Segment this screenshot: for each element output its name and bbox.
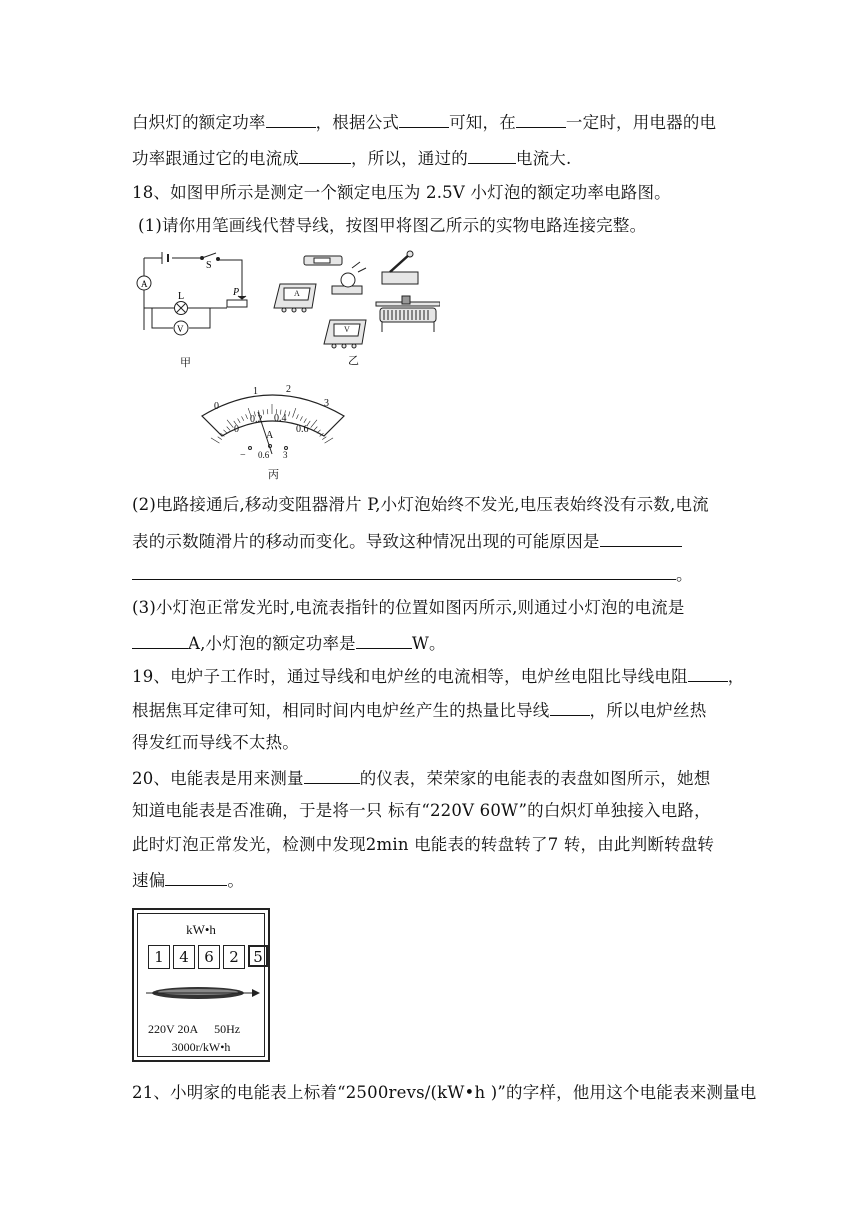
dial-tick [300, 416, 302, 420]
scale-bottom-2: 0.4 [274, 413, 287, 424]
meter-spec: 220V 20A 50Hz [148, 1022, 241, 1036]
fig-label-bing: 丙 [268, 468, 279, 481]
dial-tick [227, 427, 230, 431]
dial-tick [325, 438, 333, 443]
terminal-3: 3 [283, 450, 288, 460]
dial-tick [218, 437, 222, 440]
blank[interactable] [399, 110, 449, 128]
scale-top-3: 3 [324, 398, 329, 409]
circuit-diagram-jia [132, 250, 252, 370]
meter-digit: 1 [148, 945, 170, 969]
q20-line-4: 速偏 。 [132, 868, 244, 892]
blank[interactable] [356, 631, 412, 649]
ammeter-a-label: A [294, 289, 300, 298]
dial-tick [304, 419, 307, 423]
q18-stem: 18、如图甲所示是测定一个额定电压为 2.5V 小灯泡的额定功率电路图。 [132, 183, 671, 202]
dial-tick [246, 414, 248, 419]
scale-bottom-1: 0.2 [250, 414, 263, 425]
voltmeter-label: V [177, 324, 184, 334]
dial-unit: A [266, 430, 274, 441]
ammeter-dial-bing [198, 376, 348, 466]
scale-bottom-3: 0.6 [296, 424, 309, 435]
meter-digit-decimal: 5 [248, 945, 268, 967]
q20-line-3: 此时灯泡正常发光，检测中发现2min 电能表的转盘转了7 转，由此判断转盘转 [132, 835, 715, 854]
slider-label: P [233, 287, 240, 298]
apparatus-figure-yi [270, 248, 440, 363]
dial-tick [227, 420, 233, 428]
fig-label-jia: 甲 [180, 356, 191, 369]
dial-tick [238, 419, 241, 423]
meter-unit: kW•h [186, 922, 216, 937]
q19-line-1: 19、电炉子工作时，通过导线和电炉丝的电流相等，电炉丝电阻比导线电阻 ， [132, 664, 745, 688]
voltmeter-v-label: V [344, 325, 350, 334]
dial-tick [311, 420, 317, 428]
fig-label-yi: 乙 [348, 354, 359, 367]
blank[interactable] [132, 562, 676, 580]
dial-tick [314, 427, 317, 431]
scale-top-0: 0 [214, 401, 219, 412]
ammeter-label: A [141, 279, 148, 289]
scale-top-1: 1 [253, 386, 258, 397]
blank[interactable] [516, 110, 566, 128]
dial-tick [223, 430, 227, 433]
dial-tick [296, 414, 298, 419]
q18-part2-l1: (2)电路接通后,移动变阻器滑片 P,小灯泡始终不发光,电压表始终没有示数,电流 [132, 495, 709, 514]
q20-line-2: 知道电能表是否准确，于是将一只 标有“220V 60W”的白炽灯单独接入电路， [132, 801, 711, 820]
blank[interactable] [165, 868, 227, 886]
meter-rate: 3000r/kW•h [171, 1040, 231, 1054]
lamp-label: L [178, 291, 185, 302]
electric-meter-figure [132, 908, 270, 1062]
blank[interactable] [299, 146, 351, 164]
q18-part3-l2: A,小灯泡的额定功率是 W。 [132, 631, 446, 655]
q18-part2-l3: 。 [132, 562, 693, 586]
meter-digits [148, 945, 268, 969]
dial-tick [289, 411, 290, 416]
q18-part1: (1)请你用笔画线代替导线，按图甲将图乙所示的实物电路连接完整。 [138, 216, 647, 235]
scale-bottom-0: 0 [234, 424, 239, 435]
dial-tick [322, 437, 326, 440]
dial-tick [293, 408, 296, 417]
blank[interactable] [304, 766, 360, 784]
q19-line-3: 得发红而导线不太热。 [132, 733, 299, 752]
q17-line-1: 白炽灯的额定功率 ，根据公式 可知，在 一定时，用电器的电 [132, 110, 716, 134]
meter-digit: 6 [198, 945, 220, 969]
blank[interactable] [600, 529, 682, 547]
terminal-0-6: 0.6 [258, 450, 270, 460]
blank[interactable] [266, 110, 316, 128]
blank[interactable] [468, 146, 516, 164]
dial-tick [263, 410, 264, 415]
blank[interactable] [688, 664, 728, 682]
q21-line-1: 21、小明家的电能表上标着“2500revs/(kW•h )”的字样，他用这个电能表来测量电 [132, 1083, 757, 1102]
blank[interactable] [132, 631, 188, 649]
q18-part2-l2: 表的示数随滑片的移动而变化。导致这种情况出现的可能原因是 [132, 529, 682, 553]
q17-line-2: 功率跟通过它的电流成 ，所以，通过的 电流大. [132, 146, 571, 170]
q19-line-2: 根据焦耳定律可知，相同时间内电炉丝产生的热量比导线 ，所以电炉丝热 [132, 698, 706, 722]
meter-digit: 2 [223, 945, 245, 969]
dial-tick [242, 416, 244, 420]
blank[interactable] [550, 698, 590, 716]
meter-disc [144, 982, 262, 1004]
q18-part3-l1: (3)小灯泡正常发光时,电流表指针的位置如图丙所示,则通过小灯泡的电流是 [132, 598, 685, 617]
dial-tick [211, 438, 219, 443]
terminal-neg: − [240, 450, 246, 461]
switch-label: S [206, 260, 212, 271]
meter-digit: 4 [173, 945, 195, 969]
scale-top-2: 2 [286, 384, 291, 395]
q20-line-1: 20、电能表是用来测量 的仪表，荣荣家的电能表的表盘如图所示，她想 [132, 766, 710, 790]
